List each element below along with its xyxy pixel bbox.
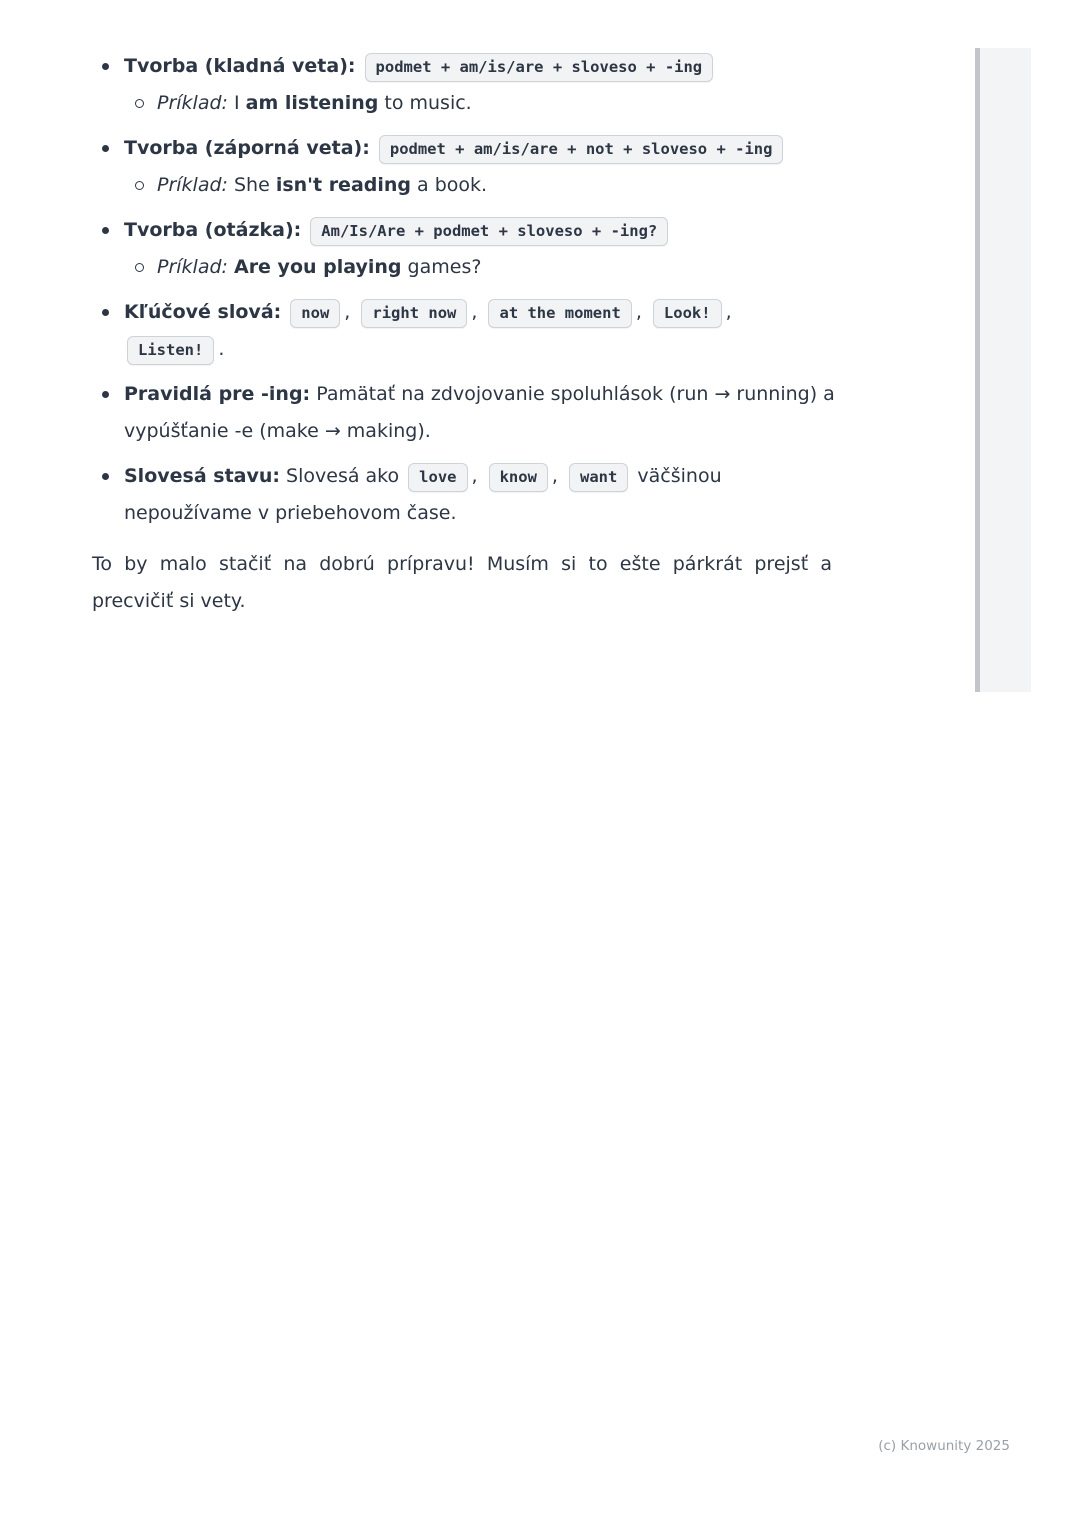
keyword-separator: ,	[725, 301, 732, 323]
bullet-dot-icon	[102, 473, 109, 480]
list-item-stative-verbs	[92, 458, 840, 532]
item-label: Tvorba (kladná veta):	[124, 55, 356, 77]
item-label: Tvorba (otázka):	[124, 219, 302, 241]
verb-code: want	[569, 463, 628, 492]
example-text-bold: isn't reading	[275, 174, 412, 196]
keyword-separator: ,	[471, 301, 478, 323]
list-item-ing-rules	[92, 376, 840, 450]
keyword-code: right now	[361, 299, 467, 328]
verb-code: know	[489, 463, 548, 492]
verb-code: love	[408, 463, 467, 492]
item-label: Slovesá stavu:	[124, 465, 280, 487]
closing-paragraph: To by malo stačiť na dobrú prípravu! Musím si to ešte párkrát prejsť a precvičiť si vety.	[92, 553, 832, 612]
keyword-code: Listen!	[127, 336, 214, 365]
bullet-dot-icon	[102, 63, 109, 70]
example-label: Príklad:	[157, 256, 228, 278]
bullet-dot-icon	[102, 391, 109, 398]
item-text-post: väčšinou nepoužívame v priebehovom čase.	[124, 465, 722, 524]
example-line	[124, 249, 840, 286]
formula-code: Am/Is/Are + podmet + sloveso + -ing?	[310, 217, 668, 246]
example-text-post: a book.	[411, 174, 488, 196]
scrollbar-thumb[interactable]	[975, 48, 980, 692]
keyword-separator: ,	[344, 301, 351, 323]
list-item-affirmative	[92, 48, 840, 122]
example-line	[124, 167, 840, 204]
example-label: Príklad:	[157, 92, 228, 114]
example-text-bold: Are you playing	[233, 256, 402, 278]
circle-bullet-icon	[135, 181, 144, 190]
verb-separator: ,	[551, 465, 558, 487]
item-label: Pravidlá pre -ing:	[124, 383, 311, 405]
keyword-code: now	[290, 299, 340, 328]
item-text-pre: Slovesá ako	[286, 465, 400, 487]
keyword-code: at the moment	[488, 299, 631, 328]
formula-code: podmet + am/is/are + not + sloveso + -ing	[379, 135, 784, 164]
example-line	[124, 85, 840, 122]
list-item-keywords	[92, 294, 840, 368]
circle-bullet-icon	[135, 99, 144, 108]
example-text-post: games?	[401, 256, 482, 278]
item-text: Pamätať na zdvojovanie spoluhlások (run → running) a vypúšťanie -e (make → making).	[124, 383, 835, 442]
list-item-negative	[92, 130, 840, 204]
notes-list	[92, 48, 840, 532]
circle-bullet-icon	[135, 263, 144, 272]
item-label: Tvorba (záporná veta):	[124, 137, 370, 159]
verb-separator: ,	[471, 465, 478, 487]
example-text-pre: She	[233, 174, 276, 196]
formula-code: podmet + am/is/are + sloveso + -ing	[365, 53, 714, 82]
item-label: Kľúčové slová:	[124, 301, 282, 323]
keyword-terminator: .	[218, 338, 225, 360]
keyword-code: Look!	[653, 299, 722, 328]
bullet-dot-icon	[102, 145, 109, 152]
keyword-separator: ,	[635, 301, 642, 323]
example-label: Príklad:	[157, 174, 228, 196]
notes-page	[92, 48, 840, 620]
bullet-dot-icon	[102, 227, 109, 234]
example-text-bold: am listening	[245, 92, 379, 114]
list-item-question	[92, 212, 840, 286]
example-text-pre: I	[233, 92, 246, 114]
example-text-post: to music.	[378, 92, 472, 114]
bullet-dot-icon	[102, 309, 109, 316]
copyright-footer: (c) Knowunity 2025	[878, 1438, 1010, 1454]
scrollbar[interactable]	[975, 48, 1031, 692]
